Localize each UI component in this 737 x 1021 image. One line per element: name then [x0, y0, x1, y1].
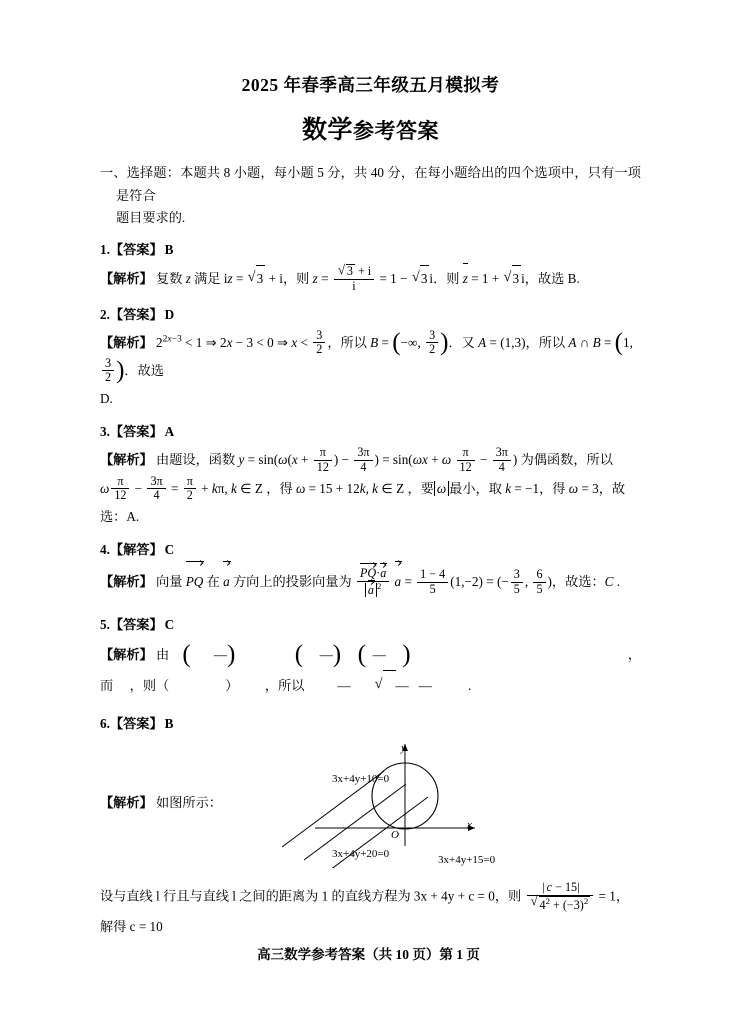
q6-label-origin: O [391, 829, 399, 842]
question-6-tail [100, 882, 641, 940]
question-6-figure [100, 736, 641, 868]
q3-number: 3. [100, 424, 110, 440]
subtitle-subject: 数学 [301, 117, 353, 144]
subtitle-suffix: 参考答案 [353, 119, 439, 143]
section-heading [100, 162, 641, 230]
q6-analysis-text: 如图所示： [156, 795, 222, 811]
q6-answer-label: 【答案】 [109, 716, 163, 732]
q6-answer-value: B [164, 716, 174, 732]
q5-frag-4: ） [225, 677, 239, 693]
q1-answer-value: B [164, 242, 174, 258]
question-2-answer-line [100, 304, 641, 323]
q3-answer-label: 【答案】 [109, 424, 163, 440]
q6-tail-fraction: | c − 15| √ $4^2 + (-3)^2$ [527, 881, 594, 912]
question-1-analysis: 【解析】 复数 z 满足 iz = √ 3 + i，则 z = √ $\frac{3 + i}{i}$ = 1 − √ 3 i．则 z = 1 + √ 3 i，故选 B. [100, 265, 641, 295]
q4-answer-label: 【解答】 [109, 542, 163, 558]
q6-coordinate-diagram [260, 736, 590, 868]
q6-label-line-top: 3x+4y+10=0 [332, 773, 390, 786]
q5-number: 5. [100, 616, 110, 632]
q5-frag-3: ，则（ [129, 677, 170, 693]
q6-label-axis-x: x [467, 819, 472, 832]
q4-analysis-label: 【解析】 [100, 574, 153, 590]
q6-analysis-label: 【解析】 [100, 795, 153, 811]
q6-label-axis-y: y [401, 742, 406, 755]
q6-tail-text-1: 设与直线 l 行且与直线 l 之间的距离为 1 的直线方程为 3x + 4y + c = 0，则 [100, 888, 522, 904]
q5-answer-label: 【答案】 [109, 616, 163, 632]
question-5-analysis: 【解析】 由 ( —) ( —) ( — ) ， 而 ，则（ ） ，所以 — √ — — . [100, 640, 641, 702]
page-footer: 高三数学参考答案（共 10 页）第 1 页 [257, 947, 480, 962]
q1-number: 1. [100, 242, 110, 258]
q6-label-line-bottom-left: 3x+4y+20=0 [332, 848, 390, 861]
q3-answer-value: A [164, 424, 175, 440]
question-5-answer-line [100, 614, 641, 633]
question-3-analysis: 【解析】 由题设，函数 y = sin(ω(x + $\frac{\pi}{12}$ ) − $\frac{3\pi}{4}$ ) = sin(ωx + ω $\frac{\pi}{12}$ − $\frac{3\pi}{4}$ ) 为偶函数，所以 ω $\frac{\pi}{12}$ − $\frac{3\pi}{4}$ = $\frac{\pi}{2}$ + kπ, k ∈ Z ，得 ω = 15 + 12k, k ∈ Z ，要 ω 最小，取 k = −1，得 ω = 3，故选：A. [100, 445, 626, 524]
question-1-answer-line [100, 239, 641, 258]
q2-analysis-label: 【解析】 [100, 334, 153, 350]
question-4-analysis: 【解析】 向量 PQ 在 a 方向上的投影向量为 $\frac{PQ\cdot a}{a ^2}$ a = $\frac{1 - 4}{5}$ (1,−2) = (− $\frac{3}{5}$ , $\frac{6}{5}$ )，故选：C . [100, 565, 641, 599]
q1-answer-label: 【答案】 [109, 242, 163, 258]
q5-frag-1: 由 [156, 646, 170, 662]
page-title: 2025 年春季高三年级五月模拟考 [241, 75, 500, 95]
q2-answer-label: 【答案】 [109, 306, 163, 322]
section-heading-line1: 一、选择题：本题共 8 小题，每小题 5 分，共 40 分，在每小题给出的四个选项中，只有一项是符合 [100, 165, 641, 203]
q4-answer-value: C [164, 542, 175, 558]
q5-answer-value: C [164, 616, 175, 632]
section-heading-line2: 题目要求的. [116, 210, 186, 226]
q6-number: 6. [100, 716, 110, 732]
q2-number: 2. [100, 306, 110, 322]
q3-analysis-label: 【解析】 [100, 452, 153, 468]
q2-answer-value: D [164, 306, 175, 322]
q5-analysis-label: 【解析】 [100, 646, 153, 662]
q6-label-line-bottom-right: 3x+4y+15=0 [438, 854, 496, 867]
q4-number: 4. [100, 542, 110, 558]
q5-frag-2: 而 [100, 677, 114, 693]
question-2-analysis: 【解析】 $2^{2x-3} < 1$ ⇒ 2x − 3 < 0 ⇒ x < $\frac{3}{2}$ ，所以 B = (−∞, $\frac{3}{2}$ )．又 A = (1,3)，所以 A ∩ B = (1, $\frac{3}{2}$ )．故选 D. [100, 327, 633, 407]
q5-frag-5: ，所以 [264, 677, 305, 693]
q1-analysis-label: 【解析】 [100, 271, 153, 287]
q6-analysis-label-line [100, 792, 222, 811]
question-3-answer-line [100, 421, 641, 440]
question-6-answer-line [100, 713, 641, 732]
question-4-answer-line [100, 539, 641, 558]
q6-tail-text-2: = 1，解得 c = 10 [100, 888, 630, 934]
page-subtitle [100, 110, 641, 146]
